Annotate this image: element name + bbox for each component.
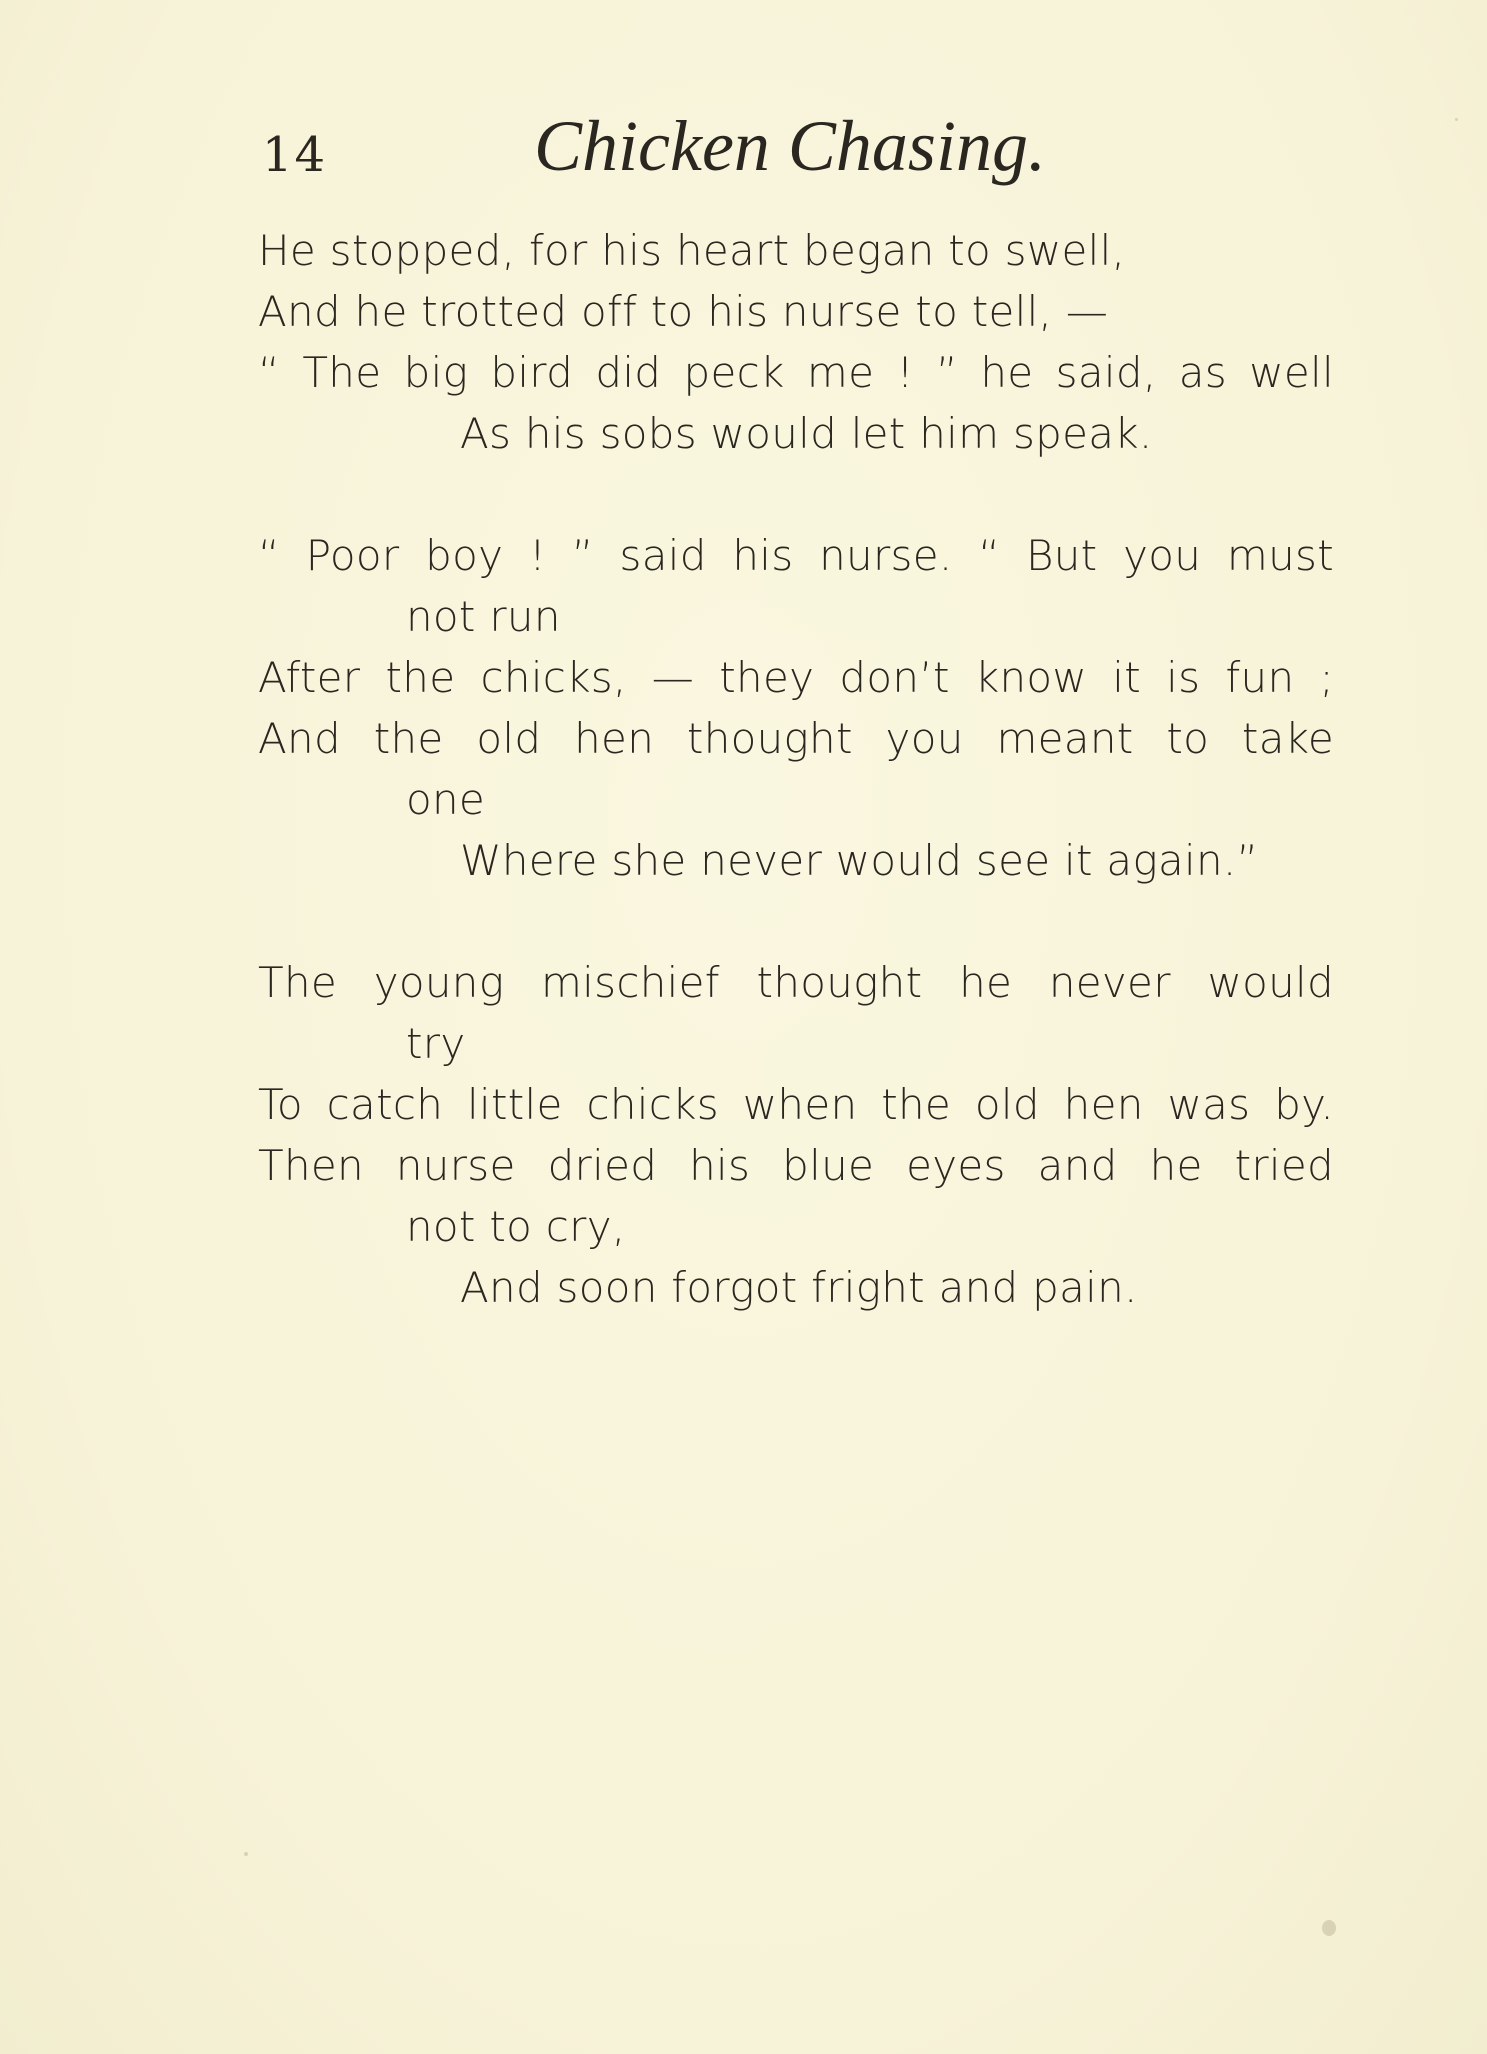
stanza-1 xyxy=(258,220,1338,464)
poem-line-continuation: not run xyxy=(406,592,561,641)
poem-line: The young mischief thought he never would xyxy=(258,958,1334,1007)
poem-line: “ The big bird did peck me ! ” he said, as well xyxy=(258,348,1334,397)
paper-speck xyxy=(244,1852,248,1856)
paper-speck xyxy=(1322,1920,1336,1936)
poem-line-continuation: try xyxy=(406,1019,466,1068)
poem-line: “ Poor boy ! ” said his nurse. “ But you must xyxy=(258,531,1334,580)
poem-line: And he trotted off to his nurse to tell, — xyxy=(258,287,1109,336)
poem-line: As his sobs would let him speak. xyxy=(460,409,1153,458)
page-number: 14 xyxy=(262,127,328,183)
poem-line-continuation: not to cry, xyxy=(406,1202,626,1251)
stanza-3 xyxy=(258,952,1338,1318)
page-header xyxy=(262,105,1362,195)
poem-line-continuation: one xyxy=(406,775,486,824)
poem xyxy=(258,220,1338,1379)
poem-line: To catch little chicks when the old hen was by. xyxy=(258,1080,1334,1129)
running-title: Chicken Chasing. xyxy=(534,106,1046,186)
stanza-2 xyxy=(258,525,1338,891)
paper-speck xyxy=(1455,118,1458,121)
poem-line: He stopped, for his heart began to swell, xyxy=(258,226,1126,275)
poem-line: Where she never would see it again.” xyxy=(460,836,1259,885)
poem-line: Then nurse dried his blue eyes and he tried xyxy=(258,1141,1334,1190)
poem-line: After the chicks, — they don’t know it is fun ; xyxy=(258,653,1334,702)
poem-line: And soon forgot fright and pain. xyxy=(460,1263,1138,1312)
poem-line: And the old hen thought you meant to take xyxy=(258,714,1334,763)
